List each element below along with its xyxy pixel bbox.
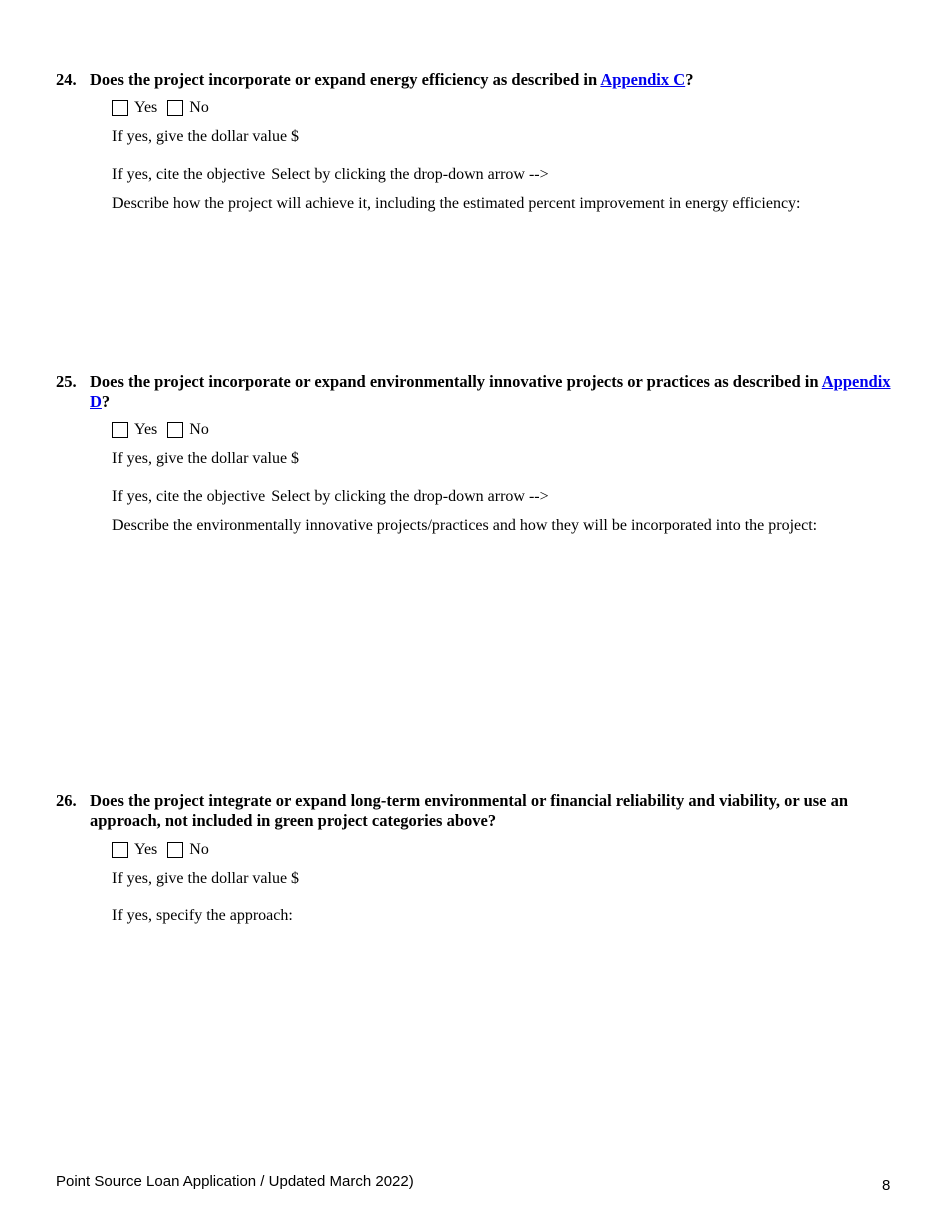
question-text: Does the project incorporate or expand environmentally innovative projects or practices as described in bbox=[90, 372, 822, 391]
q24-describe-input[interactable] bbox=[112, 216, 892, 356]
question-number: 25. bbox=[56, 372, 77, 391]
q24-dollar-row bbox=[112, 127, 303, 147]
question-mark: ? bbox=[685, 70, 694, 89]
question-25 bbox=[56, 372, 896, 412]
q26-no-checkbox[interactable] bbox=[167, 842, 183, 858]
question-26 bbox=[56, 791, 896, 831]
page-number: 8 bbox=[882, 1177, 891, 1194]
yes-label: Yes bbox=[134, 841, 158, 858]
q25-no-checkbox[interactable] bbox=[167, 422, 183, 438]
q25-dollar-row bbox=[112, 449, 303, 469]
q25-objective-row bbox=[112, 487, 549, 507]
question-mark: ? bbox=[101, 392, 111, 411]
question-text: Does the project integrate or expand long-term environmental or financial reliability and viability, or use an approach, not included in green project categories above? bbox=[90, 791, 849, 830]
q26-approach-label: If yes, specify the approach: bbox=[112, 907, 293, 924]
q25-objective-dropdown[interactable]: Select by clicking the drop-down arrow --> bbox=[271, 488, 549, 505]
appendix-c-link[interactable]: Appendix C bbox=[600, 70, 686, 89]
q25-yes-checkbox[interactable] bbox=[112, 422, 128, 438]
question-number: 24. bbox=[56, 70, 77, 89]
q24-objective-dropdown[interactable]: Select by clicking the drop-down arrow --> bbox=[271, 166, 549, 183]
yes-label: Yes bbox=[134, 99, 158, 116]
q25-yes-no bbox=[112, 420, 213, 440]
no-label: No bbox=[189, 841, 209, 858]
objective-label: If yes, cite the objective bbox=[112, 166, 266, 183]
no-label: No bbox=[189, 421, 209, 438]
q25-describe-label: Describe the environmentally innovative projects/practices and how they will be incorporated into the project: bbox=[112, 517, 818, 534]
q25-describe-input[interactable] bbox=[112, 540, 892, 780]
no-label: No bbox=[189, 99, 209, 116]
q26-approach-input[interactable] bbox=[112, 932, 892, 1152]
objective-label: If yes, cite the objective bbox=[112, 488, 266, 505]
question-25-heading bbox=[56, 372, 896, 412]
dollar-value-label: If yes, give the dollar value $ bbox=[112, 870, 300, 887]
q24-no-checkbox[interactable] bbox=[167, 100, 183, 116]
dollar-value-label: If yes, give the dollar value $ bbox=[112, 450, 300, 467]
question-24 bbox=[56, 70, 896, 90]
dollar-value-label: If yes, give the dollar value $ bbox=[112, 128, 300, 145]
appendix-d-link[interactable]: Appendix D bbox=[90, 372, 891, 411]
question-text: Does the project incorporate or expand energy efficiency as described in bbox=[90, 70, 601, 89]
question-number: 26. bbox=[56, 791, 77, 810]
footer-document-title: Point Source Loan Application / Updated March 2022) bbox=[56, 1173, 414, 1190]
yes-label: Yes bbox=[134, 421, 158, 438]
q26-yes-checkbox[interactable] bbox=[112, 842, 128, 858]
q24-yes-checkbox[interactable] bbox=[112, 100, 128, 116]
q24-describe-label: Describe how the project will achieve it, including the estimated percent improvement in energy efficiency: bbox=[112, 195, 801, 212]
q26-yes-no bbox=[112, 840, 213, 860]
q26-dollar-row bbox=[112, 869, 303, 889]
question-26-heading bbox=[56, 791, 896, 831]
q24-objective-row bbox=[112, 165, 549, 185]
q24-yes-no bbox=[112, 98, 213, 118]
question-24-heading bbox=[56, 70, 896, 90]
